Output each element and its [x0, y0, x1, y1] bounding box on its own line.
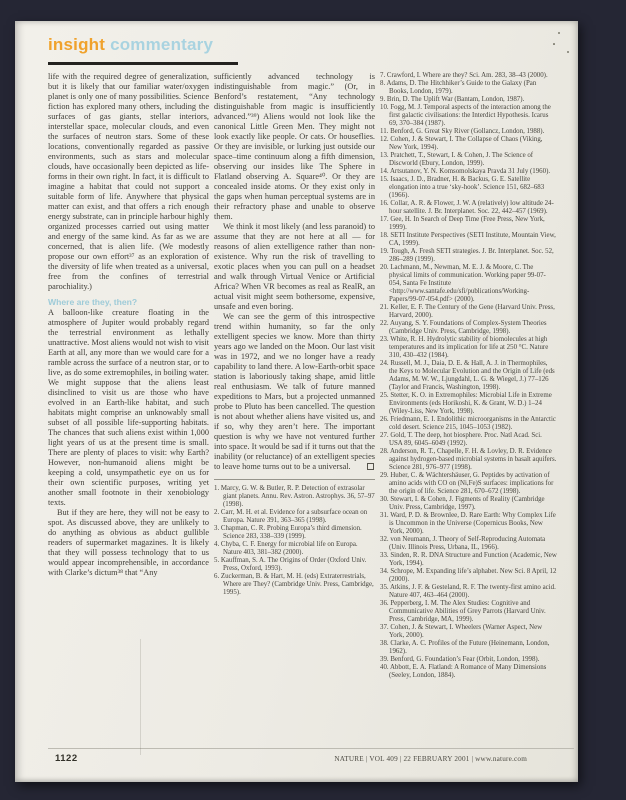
references-list-left	[214, 485, 375, 597]
header-rule	[48, 62, 238, 65]
paragraph-text: But if they are here, they will not be easy to spot. As discussed above, they are unlikely to do anything as obvious as abduct gullible readers of supermarket magazines. It is likely that they will possess technology that to us would appear incomprehensible, in accordance with Clarke’s dictum³⁸ that “Any	[48, 508, 209, 577]
body-paragraph	[214, 72, 375, 222]
reference-item: 13. Pratchett, T., Stewart, I. & Cohen, J. The Science of Discworld (Ebury, London, 1999).	[380, 152, 534, 167]
reference-item: 26. Friedmann, E. I. Endolithic microorganisms in the Antarctic cold desert. Science 215, 1045–1053 (1982).	[380, 416, 556, 431]
scan-speckle	[553, 43, 555, 45]
scan-speckle	[558, 32, 560, 34]
reference-item: 22. Auyang, S. Y. Foundations of Complex-System Theories (Cambridge Univ. Press, Cambridge, 1998).	[380, 320, 547, 335]
reference-item: 25. Stetter, K. O. in Extremophiles: Microbial Life in Extreme Environments (eds Horikoshi, K. & Grant, W. D.) 1–24 (Wiley-Liss, New York, 1998).	[380, 392, 552, 415]
reference-item: 20. Lachmann, M., Newman, M. E. J. & Moore, C. The physical limits of communication. Working paper 99-07-054, Santa Fe Institute <http://www.santafe.edu/sfi/publications/Working-Papers/99-07-054.pdf> (2000).	[380, 264, 546, 303]
reference-item: 28. Anderson, R. T., Chapelle, F. H. & Lovley, D. R. Evidence against hydrogen-based microbial systems in basalt aquifers. Science 281, 976–977 (1998).	[380, 448, 557, 471]
reference-item: 6. Zuckerman, B. & Hart, M. H. (eds) Extraterrestrials, Where are They? (Cambridge Univ. Press, Cambridge, 1995).	[214, 573, 374, 596]
page-number: 1122	[55, 753, 78, 764]
paragraph-text: We think it most likely (and less paranoid) to assume that they are not here at all — for reasons of alien extelligence rather than non-existence. Why run the risk of travelling to exotic places when you can pull on a headset and walk through Virtual Venice or Artificial Africa? When VR becomes as real as RealR, an actual visit might seem bothersome, expensive, unsafe and even boring.	[214, 222, 375, 311]
reference-item: 1. Marcy, G. W. & Butler, R. P. Detection of extrasolar giant planets. Annu. Rev. Astron. Astrophys. 36, 57–97 (1998).	[214, 485, 375, 508]
reference-item: 27. Gold, T. The deep, hot biosphere. Proc. Natl Acad. Sci. USA 89, 6045–6049 (1992).	[380, 432, 542, 447]
reference-item: 21. Keller, E. F. The Century of the Gene (Harvard Univ. Press, Harvard, 2000).	[380, 304, 555, 319]
reference-item: 39. Benford, G. Foundation’s Fear (Orbit, London, 1998).	[380, 656, 540, 663]
journal-info: NATURE | VOL 409 | 22 FEBRUARY 2001 | www.nature.com	[334, 755, 527, 763]
reference-item: 7. Crawford, I. Where are they? Sci. Am. 283, 38–43 (2000).	[380, 72, 548, 79]
article-column-1	[48, 72, 209, 578]
reference-item: 29. Huber, C. & Wächtershäuser, G. Peptides by activation of amino acids with CO on (Ni,Fe)S surfaces: implications for the origin of life. Science 281, 670–672 (1998).	[380, 472, 554, 495]
reference-item: 12. Cohen, J. & Stewart, I. The Collapse of Chaos (Viking, New York, 1994).	[380, 136, 543, 151]
paragraph-text: A balloon-like creature floating in the atmosphere of Jupiter would probably regard the terrestrial environment as lethally unattractive. Most aliens would not wish to visit Earth at all, any more than we would care for a ramble across the surface of a neutron star, or to live, as do some extremophiles, in boiling water. We might suppose that the aliens least disinclined to visit us are those who have evolved in an Earth-like habitat, and such habitats might comprise an unknowably small subset of all possible life-supporting habitats. The chances that such aliens exist within 1,000 light years of us at the present time is small. There are plenty of places to visit: why Earth? However, non-humanoid aliens might be keeping a cold, unsympathetic eye on us for their own scientific purposes, writing yet another small footnote in their xenobiology texts.	[48, 308, 209, 507]
scan-crease	[140, 639, 141, 755]
body-paragraph	[48, 72, 209, 292]
section-subhead	[48, 297, 209, 307]
paragraph-text: life with the required degree of generalization, but it is likely that our familiar water/oxygen planet is only one of many possibilities. Science fiction has explored many others, including the surfaces of gas giants, stellar interiors, interstellar space, molecular clouds, and even the surfaces of neutron stars. Some of these locations, conventionally regarded as passive environments, such as stars and molecular clouds, have occasionally been depicted as life-forms in their own right. In fact, it is difficult to imagine a habitat that could not support a suitable form of life. Anywhere that physical matter can exist, and that offers a rich enough energy substrate, can in principle harbour highly organized processes carried out using matter and energy of the same kind. As far as we are concerned, that is alien life. (We modestly propose our own effort³⁷ as an exploration of the diversity of life when treated as a universal, free from the confines of terrestrial parochiality.)	[48, 72, 209, 291]
reference-item: 2. Carr, M. H. et al. Evidence for a subsurface ocean on Europa. Nature 391, 363–365 (1998).	[214, 509, 368, 524]
body-paragraph	[214, 312, 375, 472]
paragraph-text: We can see the germ of this introspective trend within humanity, so far the only extelligent species we know. More than thirty years ago we landed on the Moon. Our last visit was in 1972, and we no longer have a ready capability to land there. A low-Earth-orbit space station is laboriously taking shape, amid little real enthusiasm. We talk of future manned expeditions to Mars, but a projected unmanned probe to Pluto has been cancelled. The question is not about whether aliens have visited us, and if so, why they aren’t here. The important question is why we have not ventured further into space. It would be sad if it turns out that the inability (or reluctance) of an extelligent species to leave home turns out to be a universal.	[214, 312, 375, 471]
paragraph-text: Where are they, then?	[48, 297, 138, 307]
reference-item: 11. Benford, G. Great Sky River (Gollancz, London, 1988).	[380, 128, 545, 135]
references-column	[380, 72, 557, 680]
reference-item: 5. Kauffman, S. A. The Origins of Order (Oxford Univ. Press, Oxford, 1993).	[214, 557, 367, 572]
body-paragraph	[214, 222, 375, 312]
reference-item: 37. Cohen, J. & Stewart, I. Wheelers (Warner Aspect, New York, 2000).	[380, 624, 543, 639]
reference-item: 30. Stewart, I. & Cohen, J. Figments of Reality (Cambridge Univ. Press, Cambridge, 1997).	[380, 496, 545, 511]
reference-item: 24. Russell, M. J., Daia, D. E. & Hall, A. J. in Thermophiles, the Keys to Molecular Evolution and the Origin of Life (eds Adams, M. W. W., Ljungdahl, L. G. & Wiegel, J.) 77–126 (Taylor and Francis, Washington, 1998).	[380, 360, 555, 391]
footer-rule	[48, 748, 574, 749]
page-footer	[55, 753, 527, 764]
header-kicker: insight	[48, 35, 106, 54]
references-divider	[214, 479, 375, 480]
reference-item: 15. Isaacs, J. D., Bradner, H. & Backus, G. E. Satellite elongation into a true ‘sky-hook’. Science 151, 682–683 (1966).	[380, 176, 545, 199]
reference-item: 17. Gee, H. In Search of Deep Time (Free Press, New York, 1999).	[380, 216, 545, 231]
reference-item: 38. Clarke, A. C. Profiles of the Future (Heinemann, London, 1962).	[380, 640, 550, 655]
reference-item: 9. Brin, D. The Uplift War (Bantam, London, 1987).	[380, 96, 525, 103]
reference-item: 19. Tough, A. Fresh SETI strategies. J. Br. Interplanet. Soc. 52, 286–289 (1999).	[380, 248, 554, 263]
scan-speckle	[567, 51, 569, 53]
reference-item: 23. White, R. H. Hydrolytic stability of biomolecules at high temperatures and its implication for life at 250 °C. Nature 310, 430–432 (1984).	[380, 336, 549, 359]
reference-item: 4. Chyba, C. F. Energy for microbial life on Europa. Nature 403, 381–382 (2000).	[214, 541, 358, 556]
reference-item: 3. Chapman, C. R. Probing Europa’s third dimension. Science 283, 338–339 (1999).	[214, 525, 362, 540]
end-of-article-marker	[367, 463, 374, 470]
reference-item: 16. Collar, A. R. & Flower, J. W. A (relatively) low altitude 24-hour satellite. J. Br. Interplanet. Soc. 22, 442–457 (1969).	[380, 200, 554, 215]
column-2-text	[214, 72, 375, 472]
reference-item: 33. Sinden, R. R. DNA Structure and Function (Academic, New York, 1994).	[380, 552, 557, 567]
reference-item: 8. Adams, D. The Hitchhiker’s Guide to the Galaxy (Pan Books, London, 1979).	[380, 80, 537, 95]
reference-item: 35. Atkins, J. F. & Gesteland, R. F. The twenty-first amino acid. Nature 407, 463–464 (2000).	[380, 584, 556, 599]
reference-item: 34. Schrope, M. Expanding life’s alphabet. New Sci. 8 April, 12 (2000).	[380, 568, 557, 583]
reference-item: 18. SETI Institute Perspectives (SETI Institute, Mountain View, CA, 1999).	[380, 232, 556, 247]
body-paragraph	[48, 308, 209, 508]
article-column-2	[214, 72, 375, 597]
paragraph-text: sufficiently advanced technology is indistinguishable from magic.” (Or, in Benford’s restatement, “Any technology distinguishable from magic is insufficiently advanced.”³⁹) Aliens would not look like the canonical Little Green Men. They might not look exactly like people. Or cats. Or houseflies. Or they are invisible, or lurking just outside our space–time continuum along a fifth dimension, observing our insides like The Sphere in Flatland observing A. Square⁴⁰. Or they are concealed inside atoms. Or they exist only in the gaps when human perceptual systems are in their refractory phase and unable to observe them.	[214, 72, 375, 221]
section-header	[48, 35, 213, 55]
reference-item: 14. Artsutanov, Y. N. Komsomolskaya Pravda 31 July (1960).	[380, 168, 551, 175]
reference-item: 10. Fogg, M. J. Temporal aspects of the interaction among the first galactic civilisations: the Interdict Hypothesis. Icarus 69, 370–384 (1987).	[380, 104, 551, 127]
journal-page	[15, 21, 578, 782]
reference-item: 32. von Neumann, J. Theory of Self-Reproducing Automata (Univ. Illinois Press, Urbana, IL, 1966).	[380, 536, 546, 551]
reference-item: 31. Ward, P. D. & Brownlee, D. Rare Earth: Why Complex Life is Uncommon in the Universe (Copernicus Books, New York, 2000).	[380, 512, 556, 535]
body-paragraph	[48, 508, 209, 578]
reference-item: 40. Abbott, E. A. Flatland: A Romance of Many Dimensions (Seeley, London, 1884).	[380, 664, 547, 679]
header-section: commentary	[110, 35, 214, 54]
reference-item: 36. Pepperberg, I. M. The Alex Studies: Cognitive and Communicative Abilities of Grey Parrots (Harvard Univ. Press, Cambridge, MA, 1999).	[380, 600, 546, 623]
